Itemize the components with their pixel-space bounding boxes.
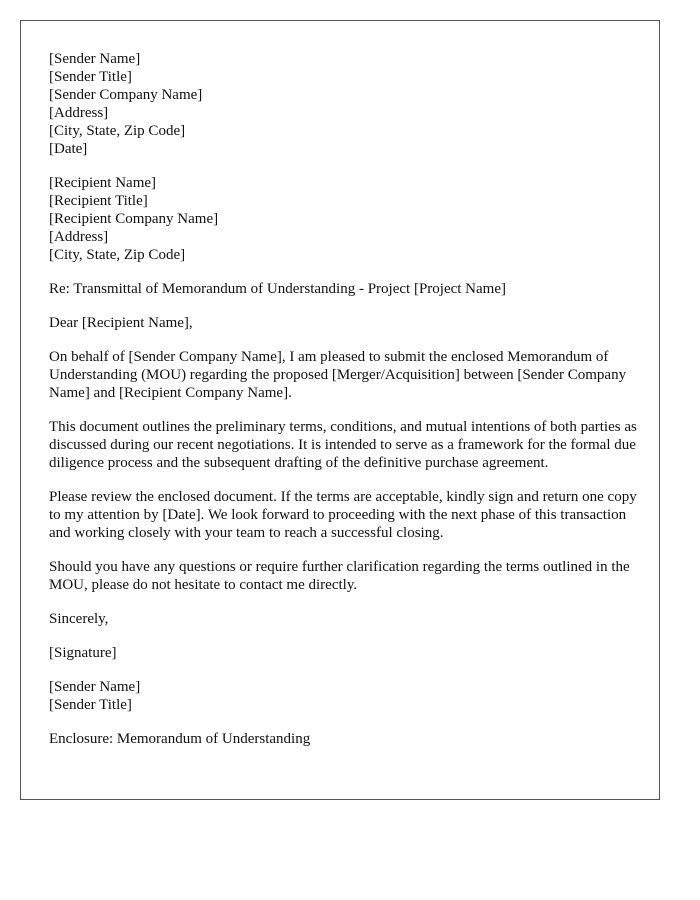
- closing: Sincerely,: [49, 611, 109, 627]
- signoff-name: [Sender Name]: [49, 679, 141, 695]
- recipient-address: [Address]: [49, 229, 109, 245]
- recipient-title: [Recipient Title]: [49, 193, 148, 209]
- sender-name: [Sender Name]: [49, 51, 141, 67]
- recipient-address-block: [49, 174, 637, 264]
- recipient-name: [Recipient Name]: [49, 175, 157, 191]
- letter-body: [49, 50, 637, 764]
- letter-date: [Date]: [49, 141, 88, 157]
- subject-line: Re: Transmittal of Memorandum of Understanding - Project [Project Name]: [49, 281, 506, 297]
- body-paragraph-contact: Should you have any questions or require further clarification regarding the terms outlined in the MOU, please do not hesitate to contact me directly.: [49, 559, 630, 593]
- letter-frame: [20, 20, 660, 800]
- sender-address: [Address]: [49, 105, 109, 121]
- signature: [Signature]: [49, 645, 117, 661]
- sender-city-state-zip: [City, State, Zip Code]: [49, 123, 186, 139]
- sender-title: [Sender Title]: [49, 69, 132, 85]
- sender-address-block: [49, 50, 637, 158]
- salutation: Dear [Recipient Name],: [49, 315, 193, 331]
- body-paragraph-request: Please review the enclosed document. If the terms are acceptable, kindly sign and return one copy to my attention by [Date]. We look forward to proceeding with the next phase of this transaction and working closely with your team to reach a successful closing.: [49, 489, 637, 541]
- sender-company: [Sender Company Name]: [49, 87, 203, 103]
- recipient-city-state-zip: [City, State, Zip Code]: [49, 247, 186, 263]
- recipient-company: [Recipient Company Name]: [49, 211, 219, 227]
- signoff-block: [49, 678, 637, 714]
- enclosure-line: Enclosure: Memorandum of Understanding: [49, 731, 311, 747]
- body-paragraph-intro: On behalf of [Sender Company Name], I am pleased to submit the enclosed Memorandum of Understanding (MOU) regarding the proposed [Merger/Acquisition] between [Sender Company Name] and [Recipient Company Name].: [49, 349, 627, 401]
- body-paragraph-purpose: This document outlines the preliminary terms, conditions, and mutual intentions of both parties as discussed during our recent negotiations. It is intended to serve as a framework for the formal due diligence process and the subsequent drafting of the definitive purchase agreement.: [49, 419, 637, 471]
- signoff-title: [Sender Title]: [49, 697, 132, 713]
